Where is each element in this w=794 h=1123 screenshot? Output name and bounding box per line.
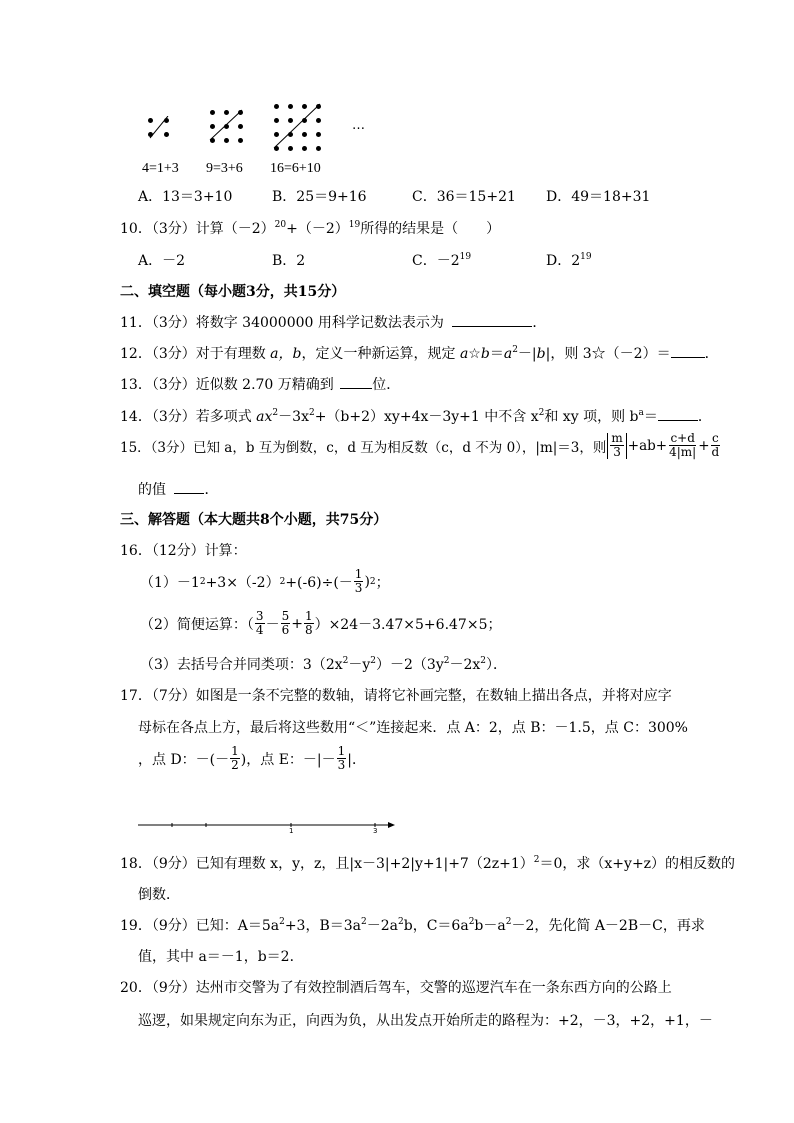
q9-option-a: A．13＝3+10 bbox=[138, 189, 233, 205]
q12-t6: |，则 3☆（－2）＝ bbox=[545, 346, 671, 362]
q16-p2-m2: + bbox=[291, 615, 303, 632]
question-14 bbox=[120, 406, 712, 426]
q13-answer-blank bbox=[340, 375, 372, 389]
q15-frac-1 bbox=[610, 432, 623, 459]
q9-option-b: B．25＝9+16 bbox=[272, 189, 367, 205]
diagonal-line-2 bbox=[208, 108, 248, 148]
q19-l1-c: －2a bbox=[366, 918, 399, 934]
q16-p3-s4: 2 bbox=[480, 656, 487, 666]
diagonal-line-3 bbox=[272, 102, 326, 156]
q20-line-2: 巡逻，如果规定向东为正，向西为负，从出发点开始所走的路程为：+2，－3，+2，+1，－ bbox=[138, 1013, 713, 1029]
caption-1: 4=1+3 bbox=[142, 161, 179, 176]
q17-l3-c: |． bbox=[347, 751, 366, 768]
axis-label-1: 1 bbox=[289, 827, 294, 835]
q13-end: 位． bbox=[372, 377, 401, 393]
q14-t1: 14．（3分）若多项式 bbox=[120, 409, 257, 425]
q17-f1d: 2 bbox=[231, 758, 239, 772]
q17-frac-1 bbox=[230, 745, 240, 772]
q16-p2-f2d: 6 bbox=[281, 623, 290, 637]
q14-end: ． bbox=[697, 409, 712, 425]
q15-t2: +ab+ bbox=[627, 437, 668, 454]
q15-f3-num: c bbox=[712, 431, 719, 445]
q10-prefix: 10．（3分）计算（－2） bbox=[120, 221, 275, 237]
q10-mid: +（－2） bbox=[286, 221, 349, 237]
q12-end: ． bbox=[704, 346, 719, 362]
q10-option-c bbox=[412, 250, 471, 270]
q16-part-1: （1）－1 2 +3×（-2） 2 +(-6)÷(－ $\frac{1}{3}$ ) 2 ； bbox=[140, 567, 390, 595]
q16-p1-d: ) bbox=[364, 573, 370, 590]
q19-l1-a: 19．（9分）已知：A＝5a bbox=[120, 918, 280, 934]
q16-p2-f1d: 4 bbox=[255, 623, 264, 637]
q12-t4: ＝ bbox=[489, 346, 504, 362]
q12-b1: b bbox=[480, 346, 490, 362]
question-13 bbox=[120, 374, 400, 394]
q16-part-2 bbox=[140, 610, 501, 637]
section-3-title: 三、解答题（本大题共8个小题，共75分） bbox=[120, 512, 388, 528]
q14-s2: 2 bbox=[308, 408, 315, 418]
dot-pattern-3 bbox=[272, 102, 326, 156]
q16-p2-m1: － bbox=[265, 616, 280, 633]
diagonal-line-1 bbox=[146, 116, 176, 146]
q10-exp1: 20 bbox=[274, 220, 287, 230]
q10-option-d-exp: 19 bbox=[580, 252, 592, 262]
q16-p2-frac-1 bbox=[255, 610, 265, 637]
q16-p3-a: （3）去括号合并同类项：3（2x bbox=[140, 657, 343, 673]
q19-s5: 2 bbox=[505, 917, 512, 927]
q17-frac-2 bbox=[337, 745, 347, 772]
q16-p3-s1: 2 bbox=[342, 656, 349, 666]
q14-answer-blank bbox=[658, 407, 698, 421]
q16-part-3 bbox=[140, 654, 507, 674]
q16-p2-b: ）×24－3.47×5+6.47×5； bbox=[314, 616, 502, 633]
q12-t3: ☆ bbox=[468, 346, 481, 362]
q16-p1-b: +3×（-2） bbox=[205, 574, 280, 591]
question-10 bbox=[120, 218, 500, 238]
dot-figure bbox=[130, 98, 370, 188]
q12-t5: －| bbox=[517, 346, 537, 362]
q16-p2-a: （2）简便运算：（ bbox=[140, 616, 254, 633]
q16-p3-c: ）－2（3y bbox=[376, 657, 444, 673]
q12-ab: a，b bbox=[270, 346, 302, 362]
q18-l1-a: 18．（9分）已知有理数 x，y，z，且|x－3|+2|y+1|+7（2z+1） bbox=[120, 856, 534, 872]
q18-l1-b: ＝0，求（x+y+z）的相反数的 bbox=[539, 856, 736, 872]
q10-exp2: 19 bbox=[348, 220, 361, 230]
figure-ellipsis: … bbox=[352, 118, 365, 133]
q10-option-d bbox=[546, 250, 592, 270]
q16-p1-c: +(-6)÷(－ bbox=[285, 574, 353, 591]
q17-l3-b: )，点 E：－|－ bbox=[240, 751, 336, 768]
q16-p1-fn: 1 bbox=[354, 567, 363, 581]
q15-f3-den: d bbox=[711, 445, 720, 459]
question-15-line2 bbox=[138, 479, 218, 499]
q10-option-d-base: D．2 bbox=[546, 253, 581, 269]
q16-p3-d: －2x bbox=[449, 657, 481, 673]
question-19 bbox=[120, 915, 705, 935]
q15-f1-den: 3 bbox=[613, 445, 621, 459]
q12-t2: ，定义一种新运算，规定 bbox=[301, 346, 460, 362]
q10-option-a: A．－2 bbox=[138, 253, 186, 269]
q19-s2: 2 bbox=[361, 917, 367, 927]
q19-l1-f: －2，先化简 A－2B－C，再求 bbox=[511, 918, 705, 934]
q16-p1-fd: 3 bbox=[354, 581, 363, 595]
q14-t3: +（b+2）xy+4x－3y+1 中不含 x bbox=[314, 409, 539, 425]
question-11 bbox=[120, 312, 546, 332]
q10-suffix: 所得的结果是（ ） bbox=[360, 221, 501, 237]
q17-f2d: 3 bbox=[337, 758, 346, 772]
q19-l1-e: b－a bbox=[474, 918, 506, 934]
q17-f2n: 1 bbox=[337, 744, 346, 758]
q14-t4: 和 xy 项，则 b bbox=[544, 409, 639, 425]
q15-abs-right bbox=[626, 433, 627, 459]
q13-text: 13．（3分）近似数 2.70 万精确到 bbox=[120, 377, 334, 393]
question-18 bbox=[120, 853, 735, 873]
q17-f1n: 1 bbox=[231, 744, 239, 758]
q16-p2-f2n: 5 bbox=[281, 609, 290, 623]
q15-abs-left bbox=[607, 433, 608, 459]
q16-p2-f3n: 1 bbox=[304, 609, 313, 623]
q10-option-c-exp: 19 bbox=[459, 252, 472, 262]
q15-f2-den: 4|m| bbox=[669, 445, 697, 459]
dot-pattern-2 bbox=[208, 108, 248, 148]
q18-line-2: 倒数． bbox=[138, 887, 180, 903]
q16-p1-frac bbox=[354, 568, 364, 595]
q15-line2: 的值 bbox=[138, 482, 166, 498]
q14-t2: －3x bbox=[278, 409, 309, 425]
q18-l1-s: 2 bbox=[533, 855, 540, 865]
q12-sq: 2 bbox=[512, 345, 518, 355]
q16-p2-f3d: 8 bbox=[304, 623, 313, 637]
q12-b2: b bbox=[536, 346, 546, 362]
q17-line-3 bbox=[138, 745, 366, 772]
q10-option-c-base: C．－2 bbox=[412, 253, 460, 269]
q11-text: 11．（3分）将数字 34000000 用科学记数法表示为 bbox=[120, 315, 444, 331]
section-2-title: 二、填空题（每小题3分，共15分） bbox=[120, 284, 346, 300]
q15-f2-num: c+d bbox=[670, 431, 695, 445]
q12-t1: 12．（3分）对于有理数 bbox=[120, 346, 271, 362]
q15-t3: + bbox=[698, 437, 710, 454]
q16-head: 16．（12分）计算： bbox=[120, 543, 247, 559]
question-12 bbox=[120, 343, 719, 363]
q17-line-2: 母标在各点上方，最后将这些数用“＜”连接起来．点 A：2，点 B：－1.5，点 C：300% bbox=[138, 720, 688, 736]
q17-line-1: 17．（7分）如图是一条不完整的数轴，请将它补画完整，在数轴上描出各点，并将对应字 bbox=[120, 688, 672, 704]
q16-p3-b: －y bbox=[348, 657, 371, 673]
q15-f1-num: m bbox=[611, 431, 623, 445]
q17-l3-a: ，点 D：－(－ bbox=[138, 751, 230, 768]
q20-line-1: 20．（9分）达州市交警为了有效控制酒后驾车，交警的巡逻汽车在一条东西方向的公路上 bbox=[120, 980, 672, 996]
dot-pattern-1 bbox=[146, 116, 176, 146]
q11-end: ． bbox=[532, 315, 547, 331]
q19-s4: 2 bbox=[468, 917, 475, 927]
q19-s1: 2 bbox=[279, 917, 285, 927]
caption-3: 16=6+10 bbox=[270, 161, 321, 176]
q9-option-c: C．36＝15+21 bbox=[412, 189, 516, 205]
q15-t1: 15．（3分）已知 a，b 互为倒数，c，d 互为相反数（c，d 不为 0），|m|＝3，则 bbox=[120, 439, 607, 456]
q15-frac-2 bbox=[668, 432, 697, 459]
q12-a2: a bbox=[503, 346, 513, 362]
q9-option-d: D．49＝18+31 bbox=[546, 189, 651, 205]
q15-end: ． bbox=[204, 482, 219, 498]
q16-p2-f1n: 3 bbox=[255, 609, 264, 623]
question-15 bbox=[120, 432, 721, 459]
q14-s3: 2 bbox=[538, 408, 545, 418]
q16-p1-e: ； bbox=[375, 574, 390, 591]
q19-line-2: 值，其中 a＝－1，b＝2． bbox=[138, 949, 304, 965]
q14-ax: ax bbox=[256, 409, 273, 425]
number-line-axis bbox=[136, 815, 398, 845]
q16-p3-s2: 2 bbox=[370, 656, 377, 666]
q14-t5: ＝ bbox=[643, 409, 658, 425]
q19-l1-d: b，C＝6a bbox=[403, 918, 469, 934]
q16-p1-a: （1）－1 bbox=[140, 574, 200, 591]
q16-p2-frac-3 bbox=[304, 610, 314, 637]
q16-p3-e: ）． bbox=[486, 657, 508, 673]
caption-2: 9=3+6 bbox=[206, 161, 243, 176]
q10-option-b: B．2 bbox=[272, 253, 306, 269]
number-line bbox=[136, 815, 398, 845]
q15-answer-blank bbox=[174, 480, 204, 494]
q15-frac-3 bbox=[711, 432, 721, 459]
q14-s1: 2 bbox=[272, 408, 279, 418]
q12-answer-blank bbox=[671, 344, 705, 358]
q16-p3-s3: 2 bbox=[443, 656, 450, 666]
q11-answer-blank bbox=[452, 313, 532, 327]
q19-l1-b: +3，B＝3a bbox=[284, 918, 362, 934]
q16-p2-frac-2 bbox=[281, 610, 291, 637]
q14-s4: a bbox=[638, 408, 644, 418]
axis-label-3: 3 bbox=[373, 827, 378, 835]
q19-s3: 2 bbox=[398, 917, 404, 927]
q12-a1: a bbox=[459, 346, 469, 362]
